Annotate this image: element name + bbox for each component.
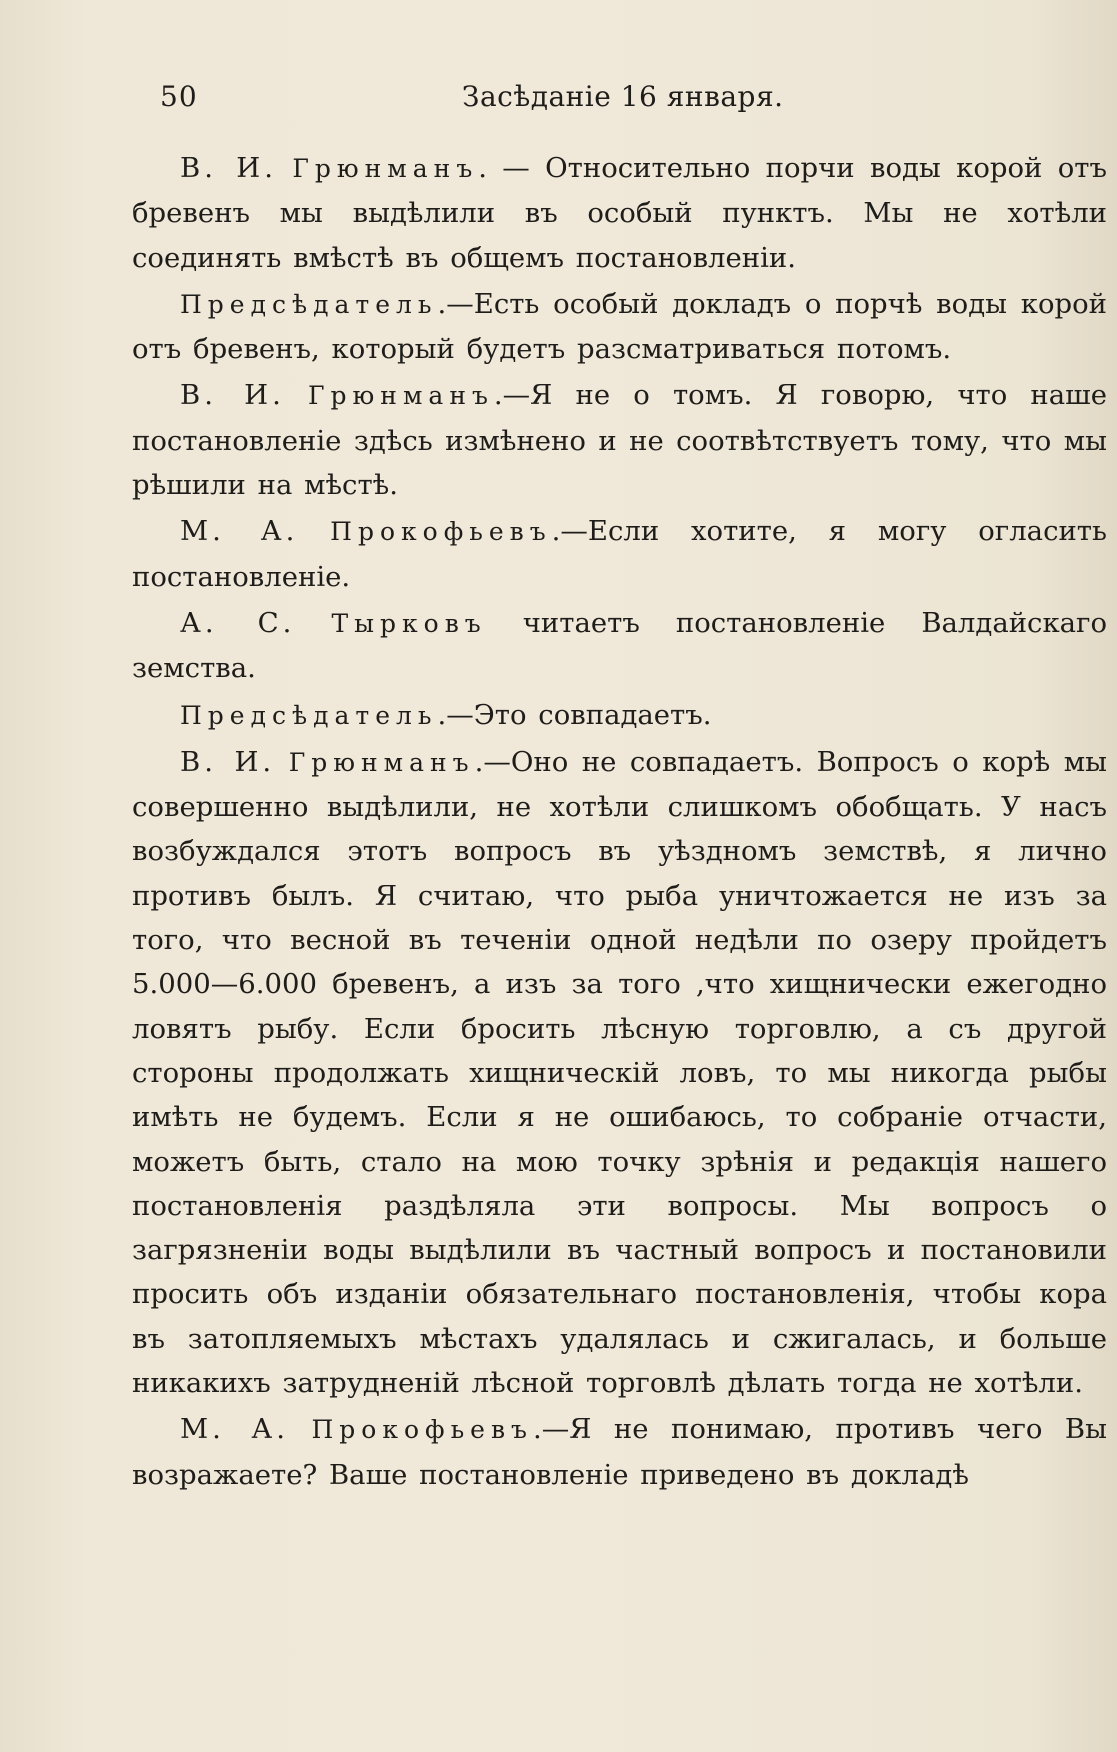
paragraph xyxy=(132,693,1107,738)
speaker-name: Предсѣдатель xyxy=(180,700,438,730)
paragraph-text: . — Относительно порчи воды корой отъ бревенъ мы выдѣлили въ особый пунктъ. Мы не хотѣли соединять вмѣстѣ въ общемъ постановленіи. xyxy=(132,152,1107,274)
paragraph-text: .—Я не о томъ. Я говорю, что наше постановленіе здѣсь измѣнено и не соотвѣтствуетъ тому, что мы рѣшили на мѣстѣ. xyxy=(132,379,1107,502)
page-header xyxy=(0,80,1117,124)
speaker-name: Грюнманъ xyxy=(292,154,479,183)
paragraph-text: .—Оно не совпадаетъ. Вопросъ о корѣ мы совершенно выдѣлили, не хотѣли слишкомъ обобщать. У насъ возбуждался этотъ вопросъ въ уѣздномъ земствѣ, я лично противъ былъ. Я считаю, что рыба уничтожается не изъ за того, что весной въ теченіи одной недѣли по озеру пройдетъ 5.000—6.000 бревенъ, а изъ за того ,что хищнически ежегодно ловятъ рыбу. Если бросить лѣсную торговлю, а съ другой стороны продолжать хищническій ловъ, то мы никогда рыбы имѣть не будемъ. Если я не ошибаюсь, то собраніе отчасти, можетъ быть, стало на мою точку зрѣнія и редакція нашего постановленія раздѣляла эти вопросы. Мы вопросъ о загрязненіи воды выдѣлили въ частный вопросъ и постановили просить объ изданіи обязательнаго постановленія, чтобы кора въ затопляемыхъ мѣстахъ удалялась и сжигалась, и больше никакихъ затрудненій лѣсной торговлѣ дѣлать тогда не хотѣли. xyxy=(132,745,1107,1400)
paragraph-text: .—Я не понимаю, противъ чего Вы возражаете? Ваше постановленіе приведено въ докладѣ xyxy=(132,1413,1107,1491)
speaker-initials: М. А. xyxy=(180,1413,289,1446)
speaker-initials: В. И. xyxy=(180,745,276,778)
speaker-name: Грюнманъ xyxy=(307,381,494,411)
paragraph xyxy=(132,1407,1107,1497)
paragraph-text: .—Если хотите, я могу огласить постановленіе. xyxy=(132,515,1107,593)
page-body xyxy=(132,146,1107,1499)
paragraph-text: .—Это совпадаетъ. xyxy=(437,698,712,731)
paragraph xyxy=(132,601,1107,691)
speaker-name: Прокофьевъ xyxy=(330,517,552,547)
paragraph-text: .—Есть особый докладъ о порчѣ воды корой отъ бревенъ, который будетъ разсматриваться потомъ. xyxy=(132,287,1107,366)
speaker-initials: М. А. xyxy=(180,515,299,548)
page-number: 50 xyxy=(160,80,198,113)
speaker-initials: А. С. xyxy=(180,606,296,639)
speaker-name: Грюнманъ xyxy=(288,747,475,777)
speaker-initials: В. И. xyxy=(180,379,285,412)
speaker-name: Предсѣдатель xyxy=(180,289,438,319)
paragraph-text: читаетъ постановленіе Валдайскаго земства. xyxy=(132,606,1107,685)
paragraph xyxy=(132,146,1107,280)
speaker-initials: В. И. xyxy=(180,152,277,184)
paragraph xyxy=(132,282,1107,372)
paragraph xyxy=(132,509,1107,599)
paragraph xyxy=(132,373,1107,507)
speaker-name: Прокофьевъ xyxy=(311,1415,533,1445)
running-head: Засѣданіе 16 января. xyxy=(462,80,784,113)
paragraph xyxy=(132,740,1107,1405)
speaker-name: Тырковъ xyxy=(331,608,487,638)
